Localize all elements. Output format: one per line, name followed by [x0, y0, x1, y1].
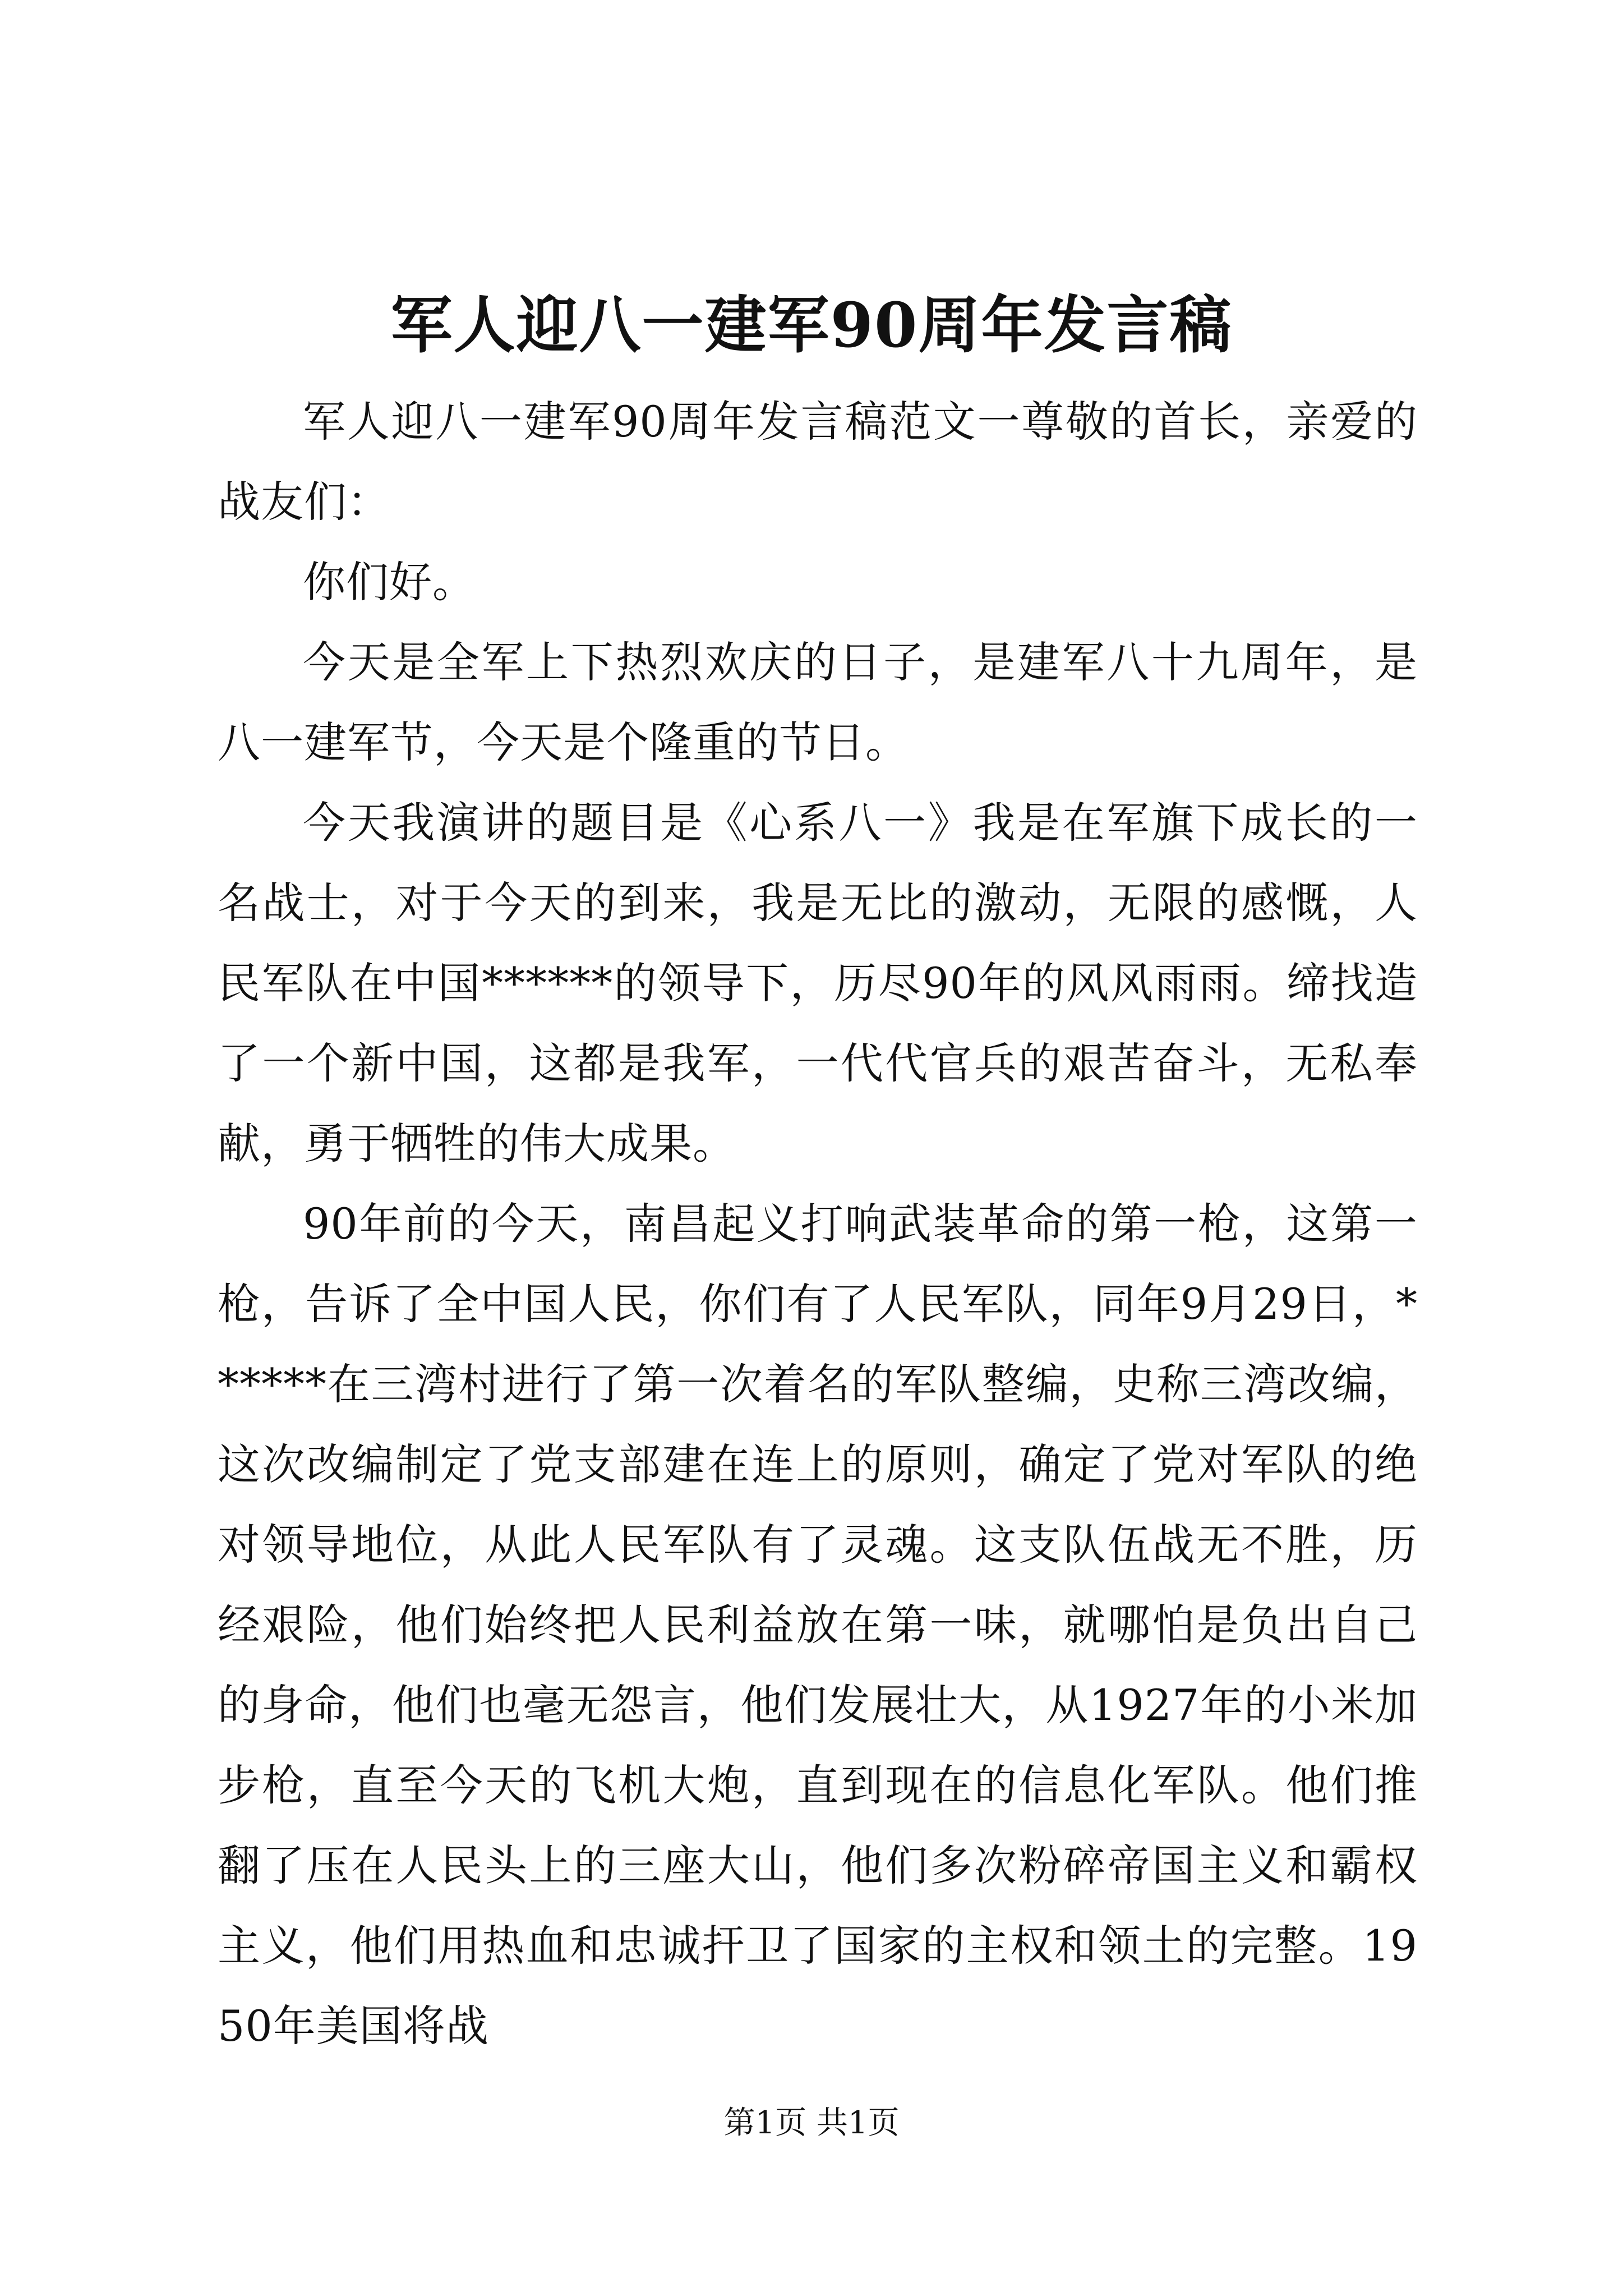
paragraph-speech-topic: 今天我演讲的题目是《心系八一》我是在军旗下成长的一名战士，对于今天的到来，我是无比的激动，无限的感慨，人民军队在中国******的领导下，历尽90年的风风雨雨。缔找造了一个新中国，这都是我军，一代代官兵的艰苦奋斗，无私奉献，勇于牺牲的伟大成果。: [218, 798, 1418, 1168]
document-body: [218, 381, 1418, 2066]
page-number-label: 第1页 共1页: [723, 2105, 900, 2141]
paragraph-history: 90年前的今天，南昌起义打响武装革命的第一枪，这第一枪，告诉了全中国人民，你们有了人民军队，同年9月29日，******在三湾村进行了第一次着名的军队整编，史称三湾改编，这次改编制定了党支部建在连上的原则，确定了党对军队的绝对领导地位，从此人民军队有了灵魂。这支队伍战无不胜，历经艰险，他们始终把人民利益放在第一味，就哪怕是负出自己的身命，他们也毫无怨言，他们发展壮大，从1927年的小米加步枪，直至今天的飞机大炮，直到现在的信息化军队。他们推翻了压在人民头上的三座大山，他们多次粉碎帝国主义和霸权主义，他们用热血和忠诚扞卫了国家的主权和领土的完整。1950年美国将战: [218, 1199, 1418, 2051]
paragraph-greeting: 军人迎八一建军90周年发言稿范文一尊敬的首长，亲爱的战友们：: [218, 397, 1418, 527]
paragraph-hello: 你们好。: [303, 557, 476, 607]
document-title: 军人迎八一建军90周年发言稿: [390, 289, 1233, 361]
paragraph-celebration: 今天是全军上下热烈欢庆的日子，是建军八十九周年，是八一建军节，今天是个隆重的节日。: [218, 637, 1418, 767]
page-footer: [0, 2101, 1623, 2146]
